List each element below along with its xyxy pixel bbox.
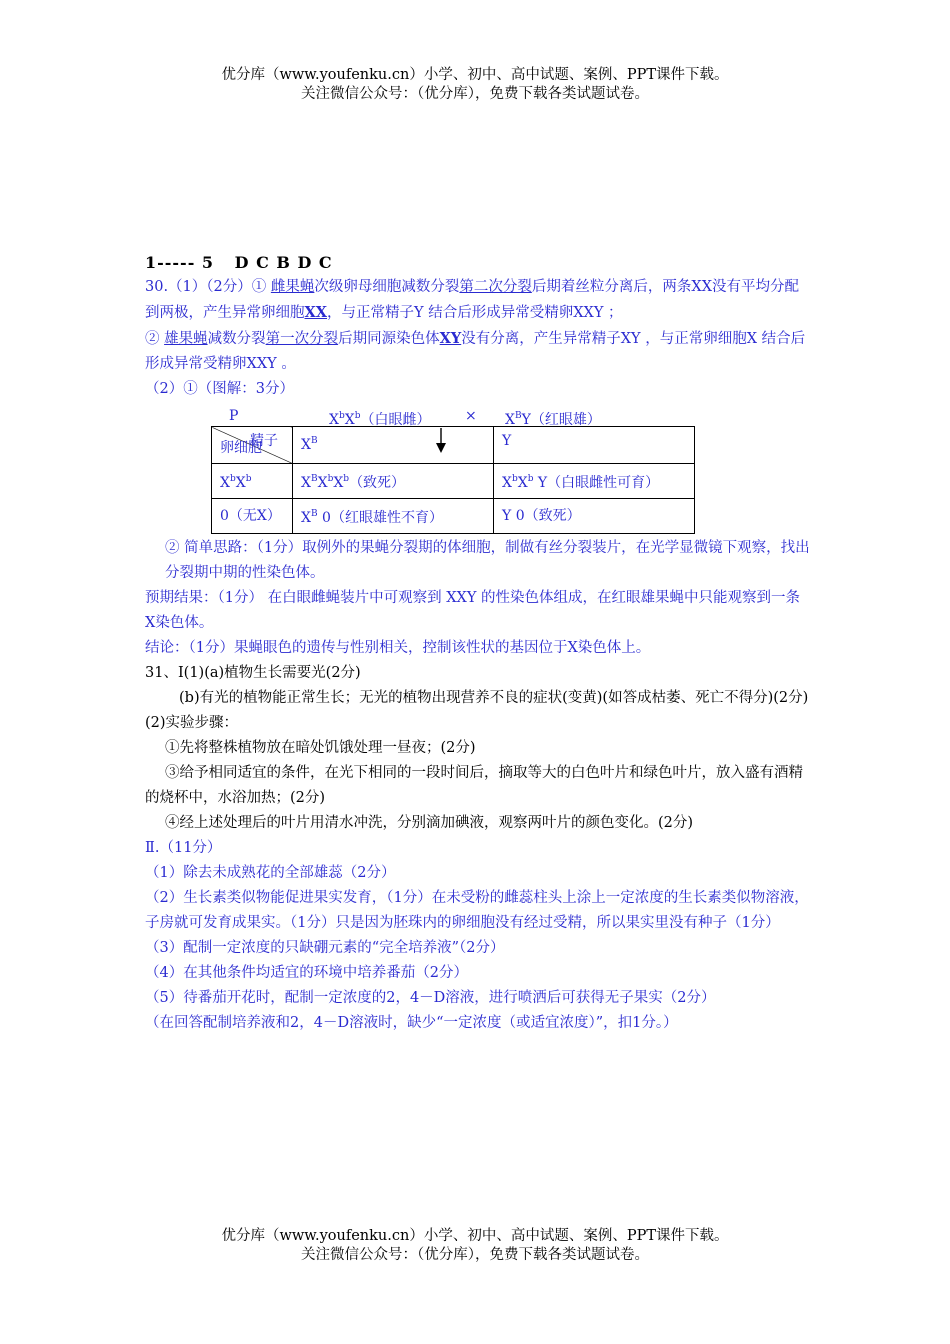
- q31-l4: ①先将整株植物放在暗处饥饿处理一昼夜；(2分): [165, 740, 476, 756]
- cell-xbxby: $X^bX^b$ Y（白眼雌性可育）: [494, 464, 695, 499]
- q31b-l4: （3）配制一定浓度的只缺硼元素的“完全培养液”（2分）: [145, 940, 505, 956]
- footer-line-2: 关注微信公众号：（优分库），免费下载各类试题试卷。: [301, 1247, 649, 1263]
- punnett-wrapper: [145, 426, 810, 534]
- q30-p1-text-c: 后期着丝粒分离后，两条XX没有平均分配到两极，产生异常卵细胞: [145, 279, 800, 321]
- q30-idea: ② 简单思路：（1分）取例外的果蝇分裂期的体细胞，制做有丝分裂装片，在光学显微镜下观察，找出分裂期中期的性染色体。: [165, 540, 810, 581]
- q30-p1-underline-2: 第二次分裂: [459, 279, 532, 295]
- q30-p1-text-d: ，与正常精子Y 结合后形成异常受精卵XXY ；: [327, 305, 623, 321]
- q31-l5: ③给予相同适宜的条件，在光下相同的一段时间后，摘取等大的白色叶片和绿色叶片，放入盛有酒精的烧杯中，水浴加热；(2分): [145, 765, 803, 806]
- q31b-l6: （5）待番茄开花时，配制一定浓度的2，4－D溶液，进行喷洒后可获得无子果实（2分）: [145, 990, 716, 1006]
- q30-p2-text: ②: [145, 331, 160, 347]
- q30-p2-text-c: 后期同源染色体: [338, 331, 440, 347]
- table-row: [212, 464, 695, 499]
- answer-content: [145, 250, 810, 1036]
- cross-p-label: P: [229, 408, 239, 424]
- q30-p2-underline-2: 第一次分裂: [265, 331, 339, 347]
- col-head-y: Y: [494, 427, 695, 464]
- q30-p2-text-d: 没有分离，产生异常精子XY ，与正常卵细胞X 结合后形成异常受精卵XXY 。: [145, 331, 806, 372]
- header-line-2: 关注微信公众号：（优分库），免费下载各类试题试卷。: [301, 86, 649, 102]
- q30-part3: （2）①（图解：3分）: [145, 381, 294, 397]
- q30-p1-underline-3: XX: [304, 304, 328, 321]
- answer-range: 1----- 5: [145, 253, 215, 272]
- answer-letters: D C B D C: [234, 253, 333, 272]
- q30-expected: 预期结果：（1分） 在白眼雌蝇装片中可观察到 XXY 的性染色体组成，在红眼雄果蝇中只能观察到一条X染色体。: [145, 590, 801, 631]
- corner-egg: 卵细胞: [220, 440, 262, 456]
- page-header: [0, 66, 950, 104]
- row-head-xbxb: $X^bX^b$: [212, 464, 293, 499]
- q30-p2-underline-1: 雄果蝇: [164, 331, 208, 347]
- table-corner: [212, 427, 293, 464]
- q31b-l3: （2）生长素类似物能促进果实发育，（1分）在未受粉的雌蕊柱头上涂上一定浓度的生长素类似物溶液，子房就可发育成果实。（1分）只是因为胚珠内的卵细胞没有经过受精，所以果实里没有种子（1分）: [145, 890, 809, 931]
- q30-p2-text-b: 减数分裂: [207, 331, 266, 347]
- col-head-xb: $X^B$: [293, 427, 494, 464]
- page-footer: [0, 1227, 950, 1265]
- answer-key-line: [145, 250, 810, 275]
- q30-part2: [145, 326, 810, 377]
- table-row: [212, 499, 695, 534]
- cross-times: ×: [465, 408, 477, 424]
- punnett-table: [211, 426, 695, 534]
- table-row: [212, 427, 695, 464]
- q30-p1-text-b: 次级卵母细胞减数分裂: [314, 279, 460, 295]
- header-line-1: 优分库（www.youfenku.cn）小学、初中、高中试题、案例、PPT课件下载。: [221, 67, 729, 83]
- cell-xbxbxb: $X^BX^bX^b$（致死）: [293, 464, 494, 499]
- q31b-l7: （在回答配制培养液和2，4－D溶液时，缺少“一定浓度（或适宜浓度）”，扣1分。）: [145, 1015, 678, 1031]
- arrow-down-icon: [435, 428, 447, 454]
- q31-l1: 31、I(1)(a)植物生长需要光(2分): [145, 665, 361, 681]
- q31b-l5: （4）在其他条件均适宜的环境中培养番茄（2分）: [145, 965, 468, 981]
- corner-sperm: 精子: [250, 433, 278, 449]
- q31-l6: ④经上述处理后的叶片用清水冲洗，分别滴加碘液，观察两叶片的颜色变化。(2分): [165, 815, 694, 831]
- q30-conclusion: 结论：（1分）果蝇眼色的遗传与性别相关，控制该性状的基因位于X染色体上。: [145, 640, 651, 656]
- q31b-l2: （1）除去未成熟花的全部雄蕊（2分）: [145, 865, 396, 881]
- q30-part1: [145, 275, 810, 326]
- q30-p1-underline-1: 雌果蝇: [270, 279, 315, 295]
- q31b-l1: Ⅱ.（11分）: [145, 840, 222, 856]
- cross-diagram: [145, 402, 810, 426]
- cell-xb0: $X^B$ 0（红眼雄性不育）: [293, 499, 494, 534]
- q31-l3: (2)实验步骤：: [145, 715, 239, 731]
- cross-male: $X^BY$（红眼雄）: [505, 411, 601, 428]
- cross-female: $X^bX^b$（白眼雌）: [329, 411, 431, 428]
- cell-y0: Y 0（致死）: [494, 499, 695, 534]
- q31-l2: (b)有光的植物能正常生长；无光的植物出现营养不良的症状(变黄)(如答成枯萎、死亡不得分)(2分): [179, 690, 809, 706]
- row-head-0: 0（无X）: [212, 499, 293, 534]
- q30-p2-underline-3: XY: [439, 330, 462, 347]
- q30-p1-text: 30.（1）（2分）①: [145, 279, 267, 295]
- footer-line-1: 优分库（www.youfenku.cn）小学、初中、高中试题、案例、PPT课件下载。: [221, 1228, 729, 1244]
